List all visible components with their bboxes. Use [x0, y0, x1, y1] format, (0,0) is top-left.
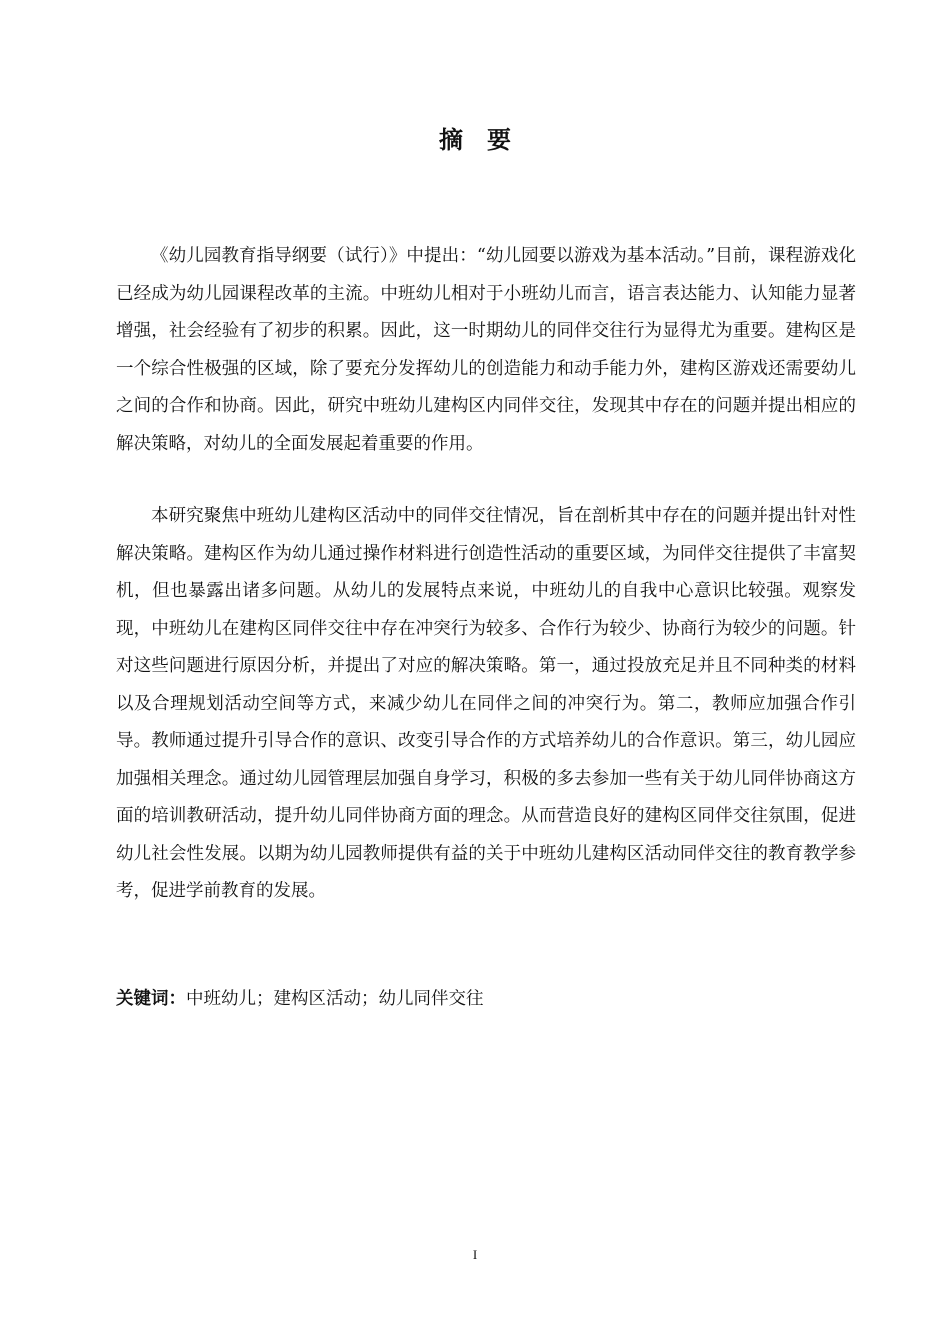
abstract-paragraph-1: 《幼儿园教育指导纲要（试行）》中提出：“幼儿园要以游戏为基本活动。”目前，课程游戏化已经成为幼儿园课程改革的主流。中班幼儿相对于小班幼儿而言，语言表达能力、认知能力显著增强，社会经验有了初步的积累。因此，这一时期幼儿的同伴交往行为显得尤为重要。建构区是一个综合性极强的区域，除了要充分发挥幼儿的创造能力和动手能力外，建构区游戏还需要幼儿之间的合作和协商。因此，研究中班幼儿建构区内同伴交往，发现其中存在的问题并提出相应的解决策略，对幼儿的全面发展起着重要的作用。 — [116, 246, 856, 454]
keywords-label: 关键词： — [116, 989, 186, 1009]
abstract-title: 摘要 — [439, 126, 535, 154]
keywords-line — [116, 985, 856, 1013]
keywords-text: 中班幼儿；建构区活动；幼儿同伴交往 — [186, 989, 484, 1009]
page-number: I — [472, 1247, 478, 1262]
abstract-paragraph-2: 本研究聚焦中班幼儿建构区活动中的同伴交往情况，旨在剖析其中存在的问题并提出针对性解决策略。建构区作为幼儿通过操作材料进行创造性活动的重要区域，为同伴交往提供了丰富契机，但也暴露出诸多问题。从幼儿的发展特点来说，中班幼儿的自我中心意识比较强。观察发现，中班幼儿在建构区同伴交往中存在冲突行为较多、合作行为较少、协商行为较少的问题。针对这些问题进行原因分析，并提出了对应的解决策略。第一，通过投放充足并且不同种类的材料以及合理规划活动空间等方式，来减少幼儿在同伴之间的冲突行为。第二，教师应加强合作引导。教师通过提升引导合作的意识、改变引导合作的方式培养幼儿的合作意识。第三，幼儿园应加强相关理念。通过幼儿园管理层加强自身学习，积极的多去参加一些有关于幼儿同伴协商这方面的培训教研活动，提升幼儿同伴协商方面的理念。从而营造良好的建构区同伴交往氛围，促进幼儿社会性发展。以期为幼儿园教师提供有益的关于中班幼儿建构区活动同伴交往的教育教学参考，促进学前教育的发展。 — [116, 506, 856, 901]
